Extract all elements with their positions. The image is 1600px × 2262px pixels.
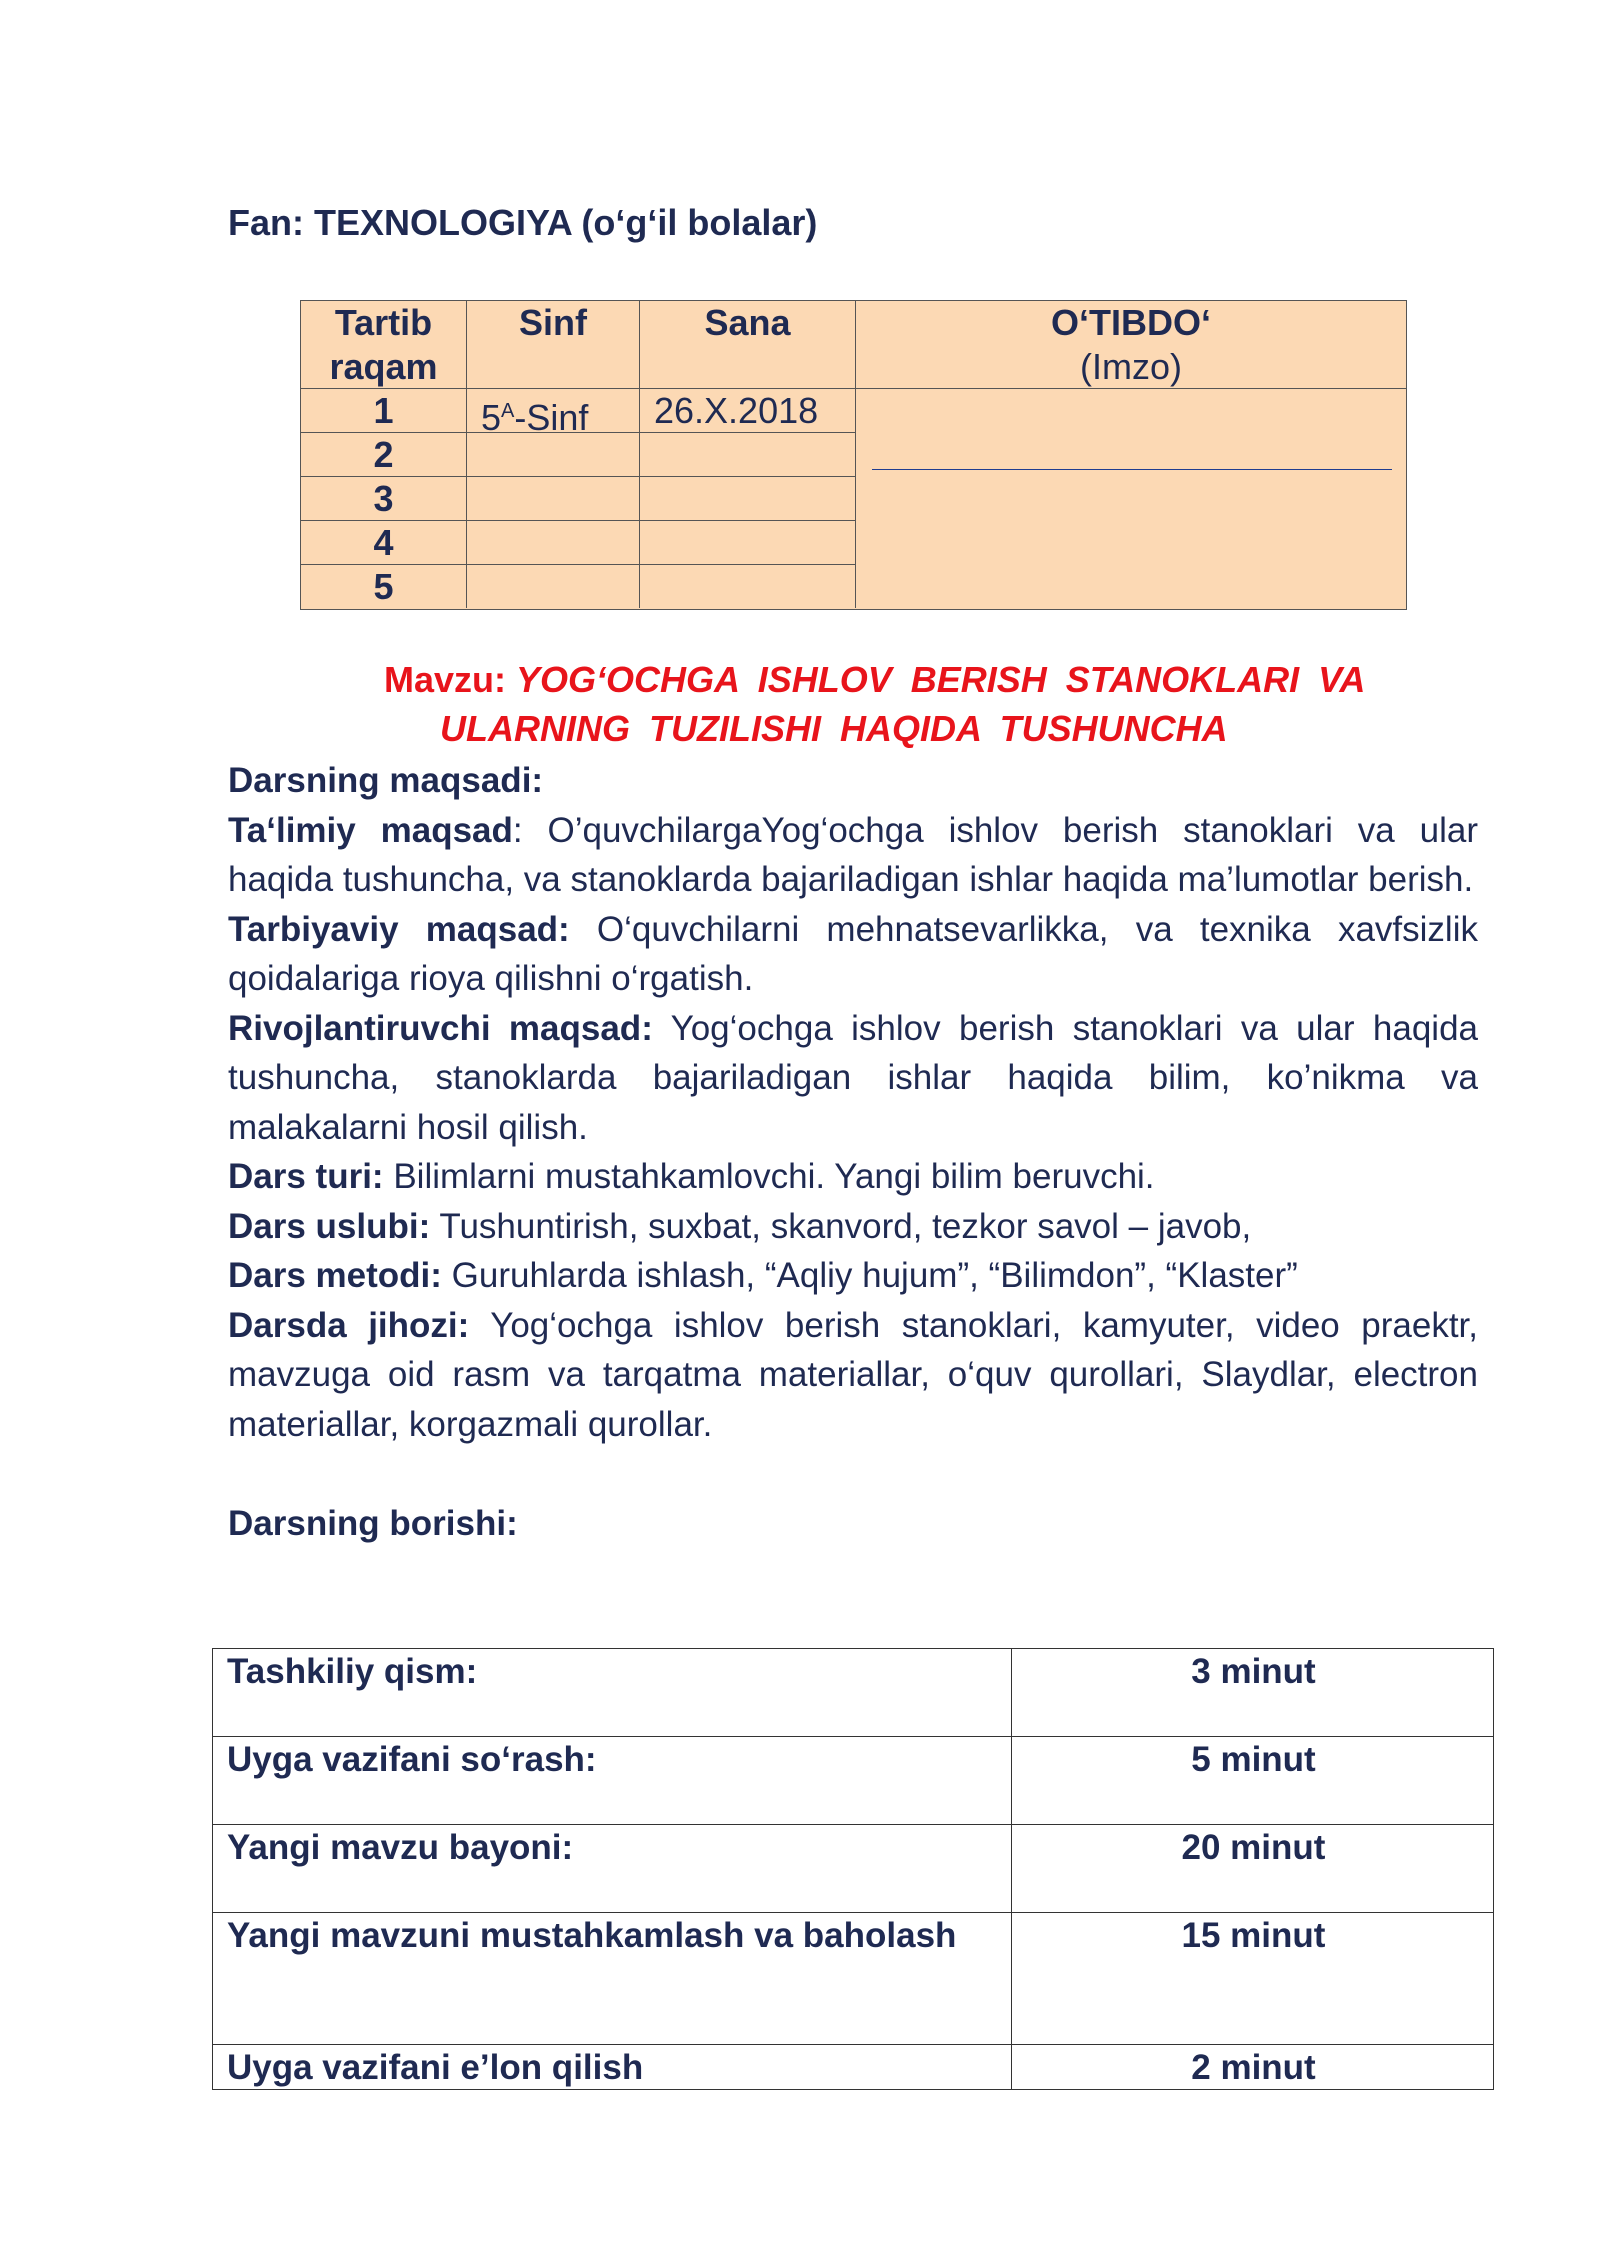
topic-line-1: YOG‘OCHGA ISHLOV BERISH STANOKLARI VA xyxy=(516,659,1366,700)
header-date xyxy=(640,301,856,389)
signature-line xyxy=(872,469,1392,470)
row-class xyxy=(467,565,640,608)
subject-line: Fan: TEXNOLOGIYA (o‘g‘il bolalar) xyxy=(228,202,818,243)
row-date xyxy=(640,565,856,608)
time-cell: 5 minut xyxy=(1012,1737,1494,1825)
stage-cell: Uyga vazifani e’lon qilish xyxy=(213,2045,1012,2090)
header-signature-text: (Imzo) xyxy=(1080,346,1182,387)
header-otibdo xyxy=(856,301,1406,389)
header-date-text: Sana xyxy=(704,302,791,343)
lesson-type-text: Bilimlarni mustahkamlovchi. Yangi bilim beruvchi. xyxy=(383,1157,1155,1196)
table-row xyxy=(213,1825,1494,1913)
goals-heading: Darsning maqsadi: xyxy=(228,761,544,800)
table-row xyxy=(213,1649,1494,1737)
header-class-text: Sinf xyxy=(519,302,587,343)
row-number: 2 xyxy=(301,433,467,477)
developmental-goal xyxy=(228,1004,1478,1153)
developmental-goal-label: Rivojlantiruvchi maqsad: xyxy=(228,1008,653,1048)
stage-cell: Uyga vazifani so‘rash: xyxy=(213,1737,1012,1825)
lesson-body xyxy=(228,756,1478,1548)
time-cell: 3 minut xyxy=(1012,1649,1494,1737)
lesson-type-label: Dars turi: xyxy=(228,1157,384,1196)
lesson-equipment xyxy=(228,1301,1478,1450)
lesson-type xyxy=(228,1152,1478,1202)
class-suffix: -Sinf xyxy=(514,397,589,438)
table-row xyxy=(213,1913,1494,2045)
schedule-table xyxy=(212,1648,1494,2090)
register-table xyxy=(300,300,1407,610)
header-number-text: Tartib raqam xyxy=(329,302,438,387)
lesson-method-text: Guruhlarda ishlash, “Aqliy hujum”, “Bilimdon”, “Klaster” xyxy=(441,1256,1298,1295)
row-number: 4 xyxy=(301,521,467,565)
row-date xyxy=(640,477,856,521)
row-number: 1 xyxy=(301,389,467,433)
topic-label: Mavzu: xyxy=(384,659,507,700)
row-class xyxy=(467,433,640,477)
lesson-equipment-text: Yog‘ochga ishlov berish stanoklari, kamyuter, video praektr, mavzuga oid rasm va tarqatma materiallar, o‘quv qurollari, Slaydlar, electron materiallar, korgazmali qurollar. xyxy=(228,1305,1478,1444)
row-date xyxy=(640,521,856,565)
progress-heading: Darsning borishi: xyxy=(228,1503,518,1543)
stage-cell: Yangi mavzuni mustahkamlash va baholash xyxy=(213,1913,1012,2045)
table-row xyxy=(213,1737,1494,1825)
time-cell: 2 minut xyxy=(1012,2045,1494,2090)
lesson-method-label: Dars metodi: xyxy=(228,1256,442,1295)
time-cell: 15 minut xyxy=(1012,1913,1494,2045)
class-base: 5 xyxy=(481,397,502,438)
table-row xyxy=(213,2045,1494,2090)
time-cell: 20 minut xyxy=(1012,1825,1494,1913)
row-class xyxy=(467,521,640,565)
lesson-style-label: Dars uslubi: xyxy=(228,1206,431,1246)
educational-goal-text: : O’quvchilargaYog‘ochga ishlov berish stanoklari va ular haqida tushuncha, va stanoklarda bajariladigan ishlar haqida ma’lumotlar berish. xyxy=(228,810,1478,899)
row-number: 5 xyxy=(301,565,467,608)
developmental-goal-text: Yog‘ochga ishlov berish stanoklari va ular haqida tushuncha, stanoklarda bajariladigan ishlar haqida bilim, ko’nikma va malakalarni hosil qilish. xyxy=(228,1008,1478,1147)
lesson-topic xyxy=(228,655,1478,753)
upbringing-goal xyxy=(228,905,1478,1004)
lesson-style xyxy=(228,1202,1478,1252)
header-class xyxy=(467,301,640,389)
lesson-style-text: Tushuntirish, suxbat, skanvord, tezkor savol – javob, xyxy=(430,1206,1252,1246)
educational-goal xyxy=(228,806,1478,905)
lesson-method xyxy=(228,1251,1478,1301)
educational-goal-label: Ta‘limiy maqsad xyxy=(228,810,513,850)
stage-cell: Yangi mavzu bayoni: xyxy=(213,1825,1012,1913)
upbringing-goal-text: O‘quvchilarni mehnatsevarlikka, va texnika xavfsizlik qoidalariga rioya qilishni o‘rgatish. xyxy=(228,909,1478,998)
header-number xyxy=(301,301,467,389)
row-date: 26.X.2018 xyxy=(640,389,856,433)
class-superscript: A xyxy=(501,400,515,422)
lesson-equipment-label: Darsda jihozi: xyxy=(228,1305,470,1345)
row-class xyxy=(467,389,640,438)
row-number: 3 xyxy=(301,477,467,521)
row-date xyxy=(640,433,856,477)
upbringing-goal-label: Tarbiyaviy maqsad: xyxy=(228,909,570,949)
row-class xyxy=(467,477,640,521)
stage-cell: Tashkiliy qism: xyxy=(213,1649,1012,1737)
header-otibdo-text: O‘TIBDO‘ xyxy=(1051,302,1211,343)
spacer xyxy=(228,1449,1478,1499)
topic-line-2: ULARNING TUZILISHI HAQIDA TUSHUNCHA xyxy=(440,708,1228,749)
